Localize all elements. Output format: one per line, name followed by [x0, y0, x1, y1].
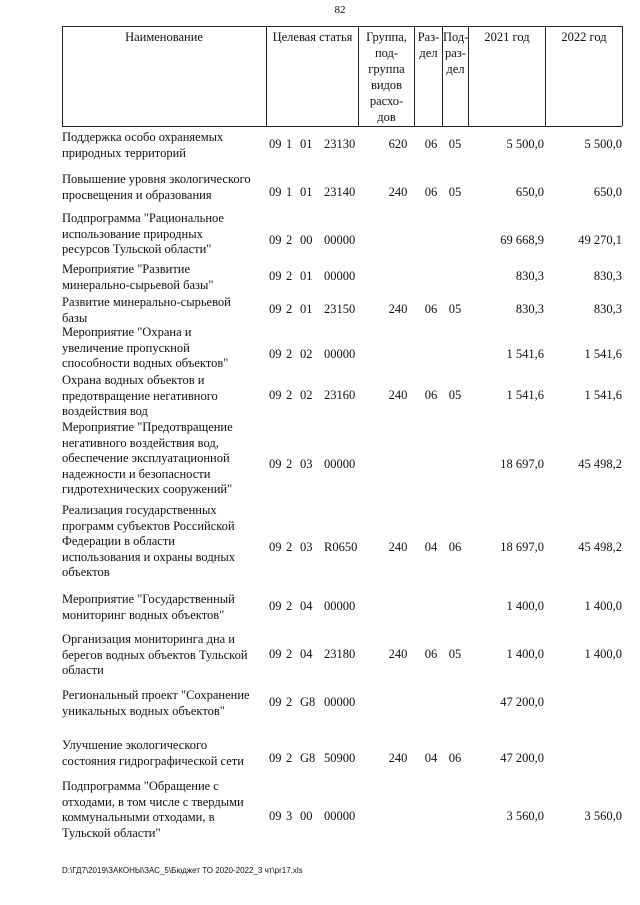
row-name: Мероприятие "Государственный мониторинг водных объектов" — [62, 592, 235, 622]
table-header — [62, 26, 622, 126]
cell-c4: 23160 — [324, 388, 356, 402]
cell-c3: 01 — [300, 137, 313, 151]
header-group: Группа, под- группа видов расхо- дов — [358, 26, 414, 126]
cell-c3: G8 — [300, 695, 316, 709]
cell-c3: 01 — [300, 302, 313, 316]
cell-y2021: 830,3 — [515, 269, 544, 283]
cell-c2: 2 — [286, 347, 293, 361]
cell-y2022: 49 270,1 — [578, 233, 622, 247]
row-name: Улучшение экологического состояния гидрографической сети — [62, 738, 244, 768]
row-name: Развитие минерально-сырьевой базы — [62, 295, 231, 325]
cell-y2021: 18 697,0 — [500, 457, 544, 471]
cell-c3: 01 — [300, 269, 313, 283]
cell-sub: 05 — [448, 185, 462, 199]
cell-c1: 09 — [269, 388, 282, 402]
cell-c1: 09 — [269, 540, 282, 554]
cell-y2021: 1 541,6 — [506, 388, 544, 402]
cell-c4: 23130 — [324, 137, 356, 151]
cell-c2: 2 — [286, 269, 293, 283]
cell-c1: 09 — [269, 137, 282, 151]
cell-grp: 620 — [388, 137, 408, 151]
cell-c1: 09 — [269, 457, 282, 471]
page-number: 82 — [334, 4, 346, 16]
cell-y2021: 47 200,0 — [500, 751, 544, 765]
cell-c1: 09 — [269, 269, 282, 283]
cell-grp: 240 — [388, 751, 408, 765]
cell-c1: 09 — [269, 809, 282, 823]
cell-c3: 04 — [300, 599, 313, 613]
cell-c3: 00 — [300, 809, 313, 823]
header-2022: 2022 год — [545, 26, 622, 126]
cell-c3: 02 — [300, 388, 313, 402]
cell-c1: 09 — [269, 751, 282, 765]
row-name: Мероприятие "Развитие минерально-сырьевой базы" — [62, 262, 214, 292]
cell-sec: 06 — [424, 647, 438, 661]
cell-c2: 2 — [286, 540, 293, 554]
cell-sec: 06 — [424, 388, 438, 402]
header-2021: 2021 год — [468, 26, 545, 126]
cell-y2022: 650,0 — [593, 185, 622, 199]
cell-c4: 23150 — [324, 302, 356, 316]
cell-c1: 09 — [269, 647, 282, 661]
cell-y2022: 5 500,0 — [584, 137, 622, 151]
cell-grp: 240 — [388, 388, 408, 402]
cell-y2022: 830,3 — [593, 302, 622, 316]
cell-grp: 240 — [388, 185, 408, 199]
row-name: Подпрограмма "Обращение с отходами, в том числе с твердыми коммунальными отходами, в Тульской области" — [62, 779, 244, 840]
cell-c4: 00000 — [324, 809, 356, 823]
cell-c4: R0650 — [324, 540, 358, 554]
cell-c4: 50900 — [324, 751, 356, 765]
cell-c4: 00000 — [324, 233, 356, 247]
row-name: Мероприятие "Охрана и увеличение пропускной способности водных объектов" — [62, 325, 229, 370]
cell-c4: 00000 — [324, 695, 356, 709]
cell-y2022: 1 400,0 — [584, 647, 622, 661]
cell-y2021: 1 400,0 — [506, 647, 544, 661]
cell-grp: 240 — [388, 647, 408, 661]
cell-c1: 09 — [269, 302, 282, 316]
cell-c4: 00000 — [324, 269, 356, 283]
row-name: Поддержка особо охраняемых природных территорий — [62, 130, 224, 160]
cell-sub: 06 — [448, 540, 462, 554]
cell-c3: 00 — [300, 233, 313, 247]
cell-c2: 1 — [286, 185, 293, 199]
cell-grp: 240 — [388, 302, 408, 316]
cell-y2021: 18 697,0 — [500, 540, 544, 554]
cell-sec: 04 — [424, 540, 438, 554]
cell-y2021: 5 500,0 — [506, 137, 544, 151]
cell-y2021: 47 200,0 — [500, 695, 544, 709]
cell-y2021: 3 560,0 — [506, 809, 544, 823]
cell-sec: 04 — [424, 751, 438, 765]
header-target: Целевая статья — [266, 26, 358, 126]
header-subsection: Под- раз- дел — [442, 26, 468, 126]
cell-c2: 2 — [286, 751, 293, 765]
header-section: Раз- дел — [414, 26, 442, 126]
cell-c2: 1 — [286, 137, 293, 151]
cell-sub: 06 — [448, 751, 462, 765]
cell-c4: 00000 — [324, 347, 356, 361]
row-name: Охрана водных объектов и предотвращение негативного воздействия вод — [62, 373, 218, 418]
cell-y2022: 3 560,0 — [584, 809, 622, 823]
cell-c2: 2 — [286, 233, 293, 247]
row-name: Региональный проект "Сохранение уникальных водных объектов" — [62, 688, 250, 718]
cell-c1: 09 — [269, 599, 282, 613]
cell-y2021: 69 668,9 — [500, 233, 544, 247]
row-name: Подпрограмма "Рациональное использование природных ресурсов Тульской области" — [62, 211, 224, 256]
cell-sec: 06 — [424, 302, 438, 316]
cell-c2: 3 — [286, 809, 293, 823]
row-name: Повышение уровня экологического просвещения и образования — [62, 172, 251, 202]
cell-c4: 23180 — [324, 647, 356, 661]
file-path-footer: D:\ГД7\2019\ЗАКОНЫ\ЗАС_5\Бюджет ТО 2020-2022_3 чт\pr17.xls — [62, 866, 303, 875]
cell-c2: 2 — [286, 388, 293, 402]
cell-c1: 09 — [269, 347, 282, 361]
cell-c3: 02 — [300, 347, 313, 361]
cell-c3: 04 — [300, 647, 313, 661]
cell-y2022: 830,3 — [593, 269, 622, 283]
cell-y2021: 1 400,0 — [506, 599, 544, 613]
cell-c3: 03 — [300, 457, 313, 471]
cell-c4: 23140 — [324, 185, 356, 199]
cell-c4: 00000 — [324, 457, 356, 471]
cell-c2: 2 — [286, 457, 293, 471]
cell-grp: 240 — [388, 540, 408, 554]
cell-y2022: 45 498,2 — [578, 540, 622, 554]
cell-y2022: 1 541,6 — [584, 388, 622, 402]
row-name: Организация мониторинга дна и берегов водных объектов Тульской области — [62, 632, 248, 677]
cell-sub: 05 — [448, 647, 462, 661]
cell-c2: 2 — [286, 599, 293, 613]
cell-sub: 05 — [448, 137, 462, 151]
cell-c4: 00000 — [324, 599, 356, 613]
cell-c1: 09 — [269, 695, 282, 709]
cell-sub: 05 — [448, 302, 462, 316]
cell-c2: 2 — [286, 302, 293, 316]
cell-c2: 2 — [286, 695, 293, 709]
row-name: Мероприятие "Предотвращение негативного воздействия вод, обеспечение эксплуатационной надежности и безопасности гидротехнических сооружений" — [62, 420, 233, 496]
cell-c1: 09 — [269, 233, 282, 247]
cell-sub: 05 — [448, 388, 462, 402]
header-name: Наименование — [125, 30, 203, 44]
cell-c1: 09 — [269, 185, 282, 199]
cell-sec: 06 — [424, 185, 438, 199]
cell-c3: 01 — [300, 185, 313, 199]
cell-y2021: 650,0 — [515, 185, 544, 199]
cell-y2022: 1 541,6 — [584, 347, 622, 361]
cell-y2022: 1 400,0 — [584, 599, 622, 613]
cell-c3: G8 — [300, 751, 316, 765]
cell-y2021: 1 541,6 — [506, 347, 544, 361]
cell-c2: 2 — [286, 647, 293, 661]
cell-y2022: 45 498,2 — [578, 457, 622, 471]
row-name: Реализация государственных программ субъектов Российской Федерации в области использования и охраны водных объектов — [62, 503, 236, 579]
cell-c3: 03 — [300, 540, 313, 554]
cell-sec: 06 — [424, 137, 438, 151]
cell-y2021: 830,3 — [515, 302, 544, 316]
